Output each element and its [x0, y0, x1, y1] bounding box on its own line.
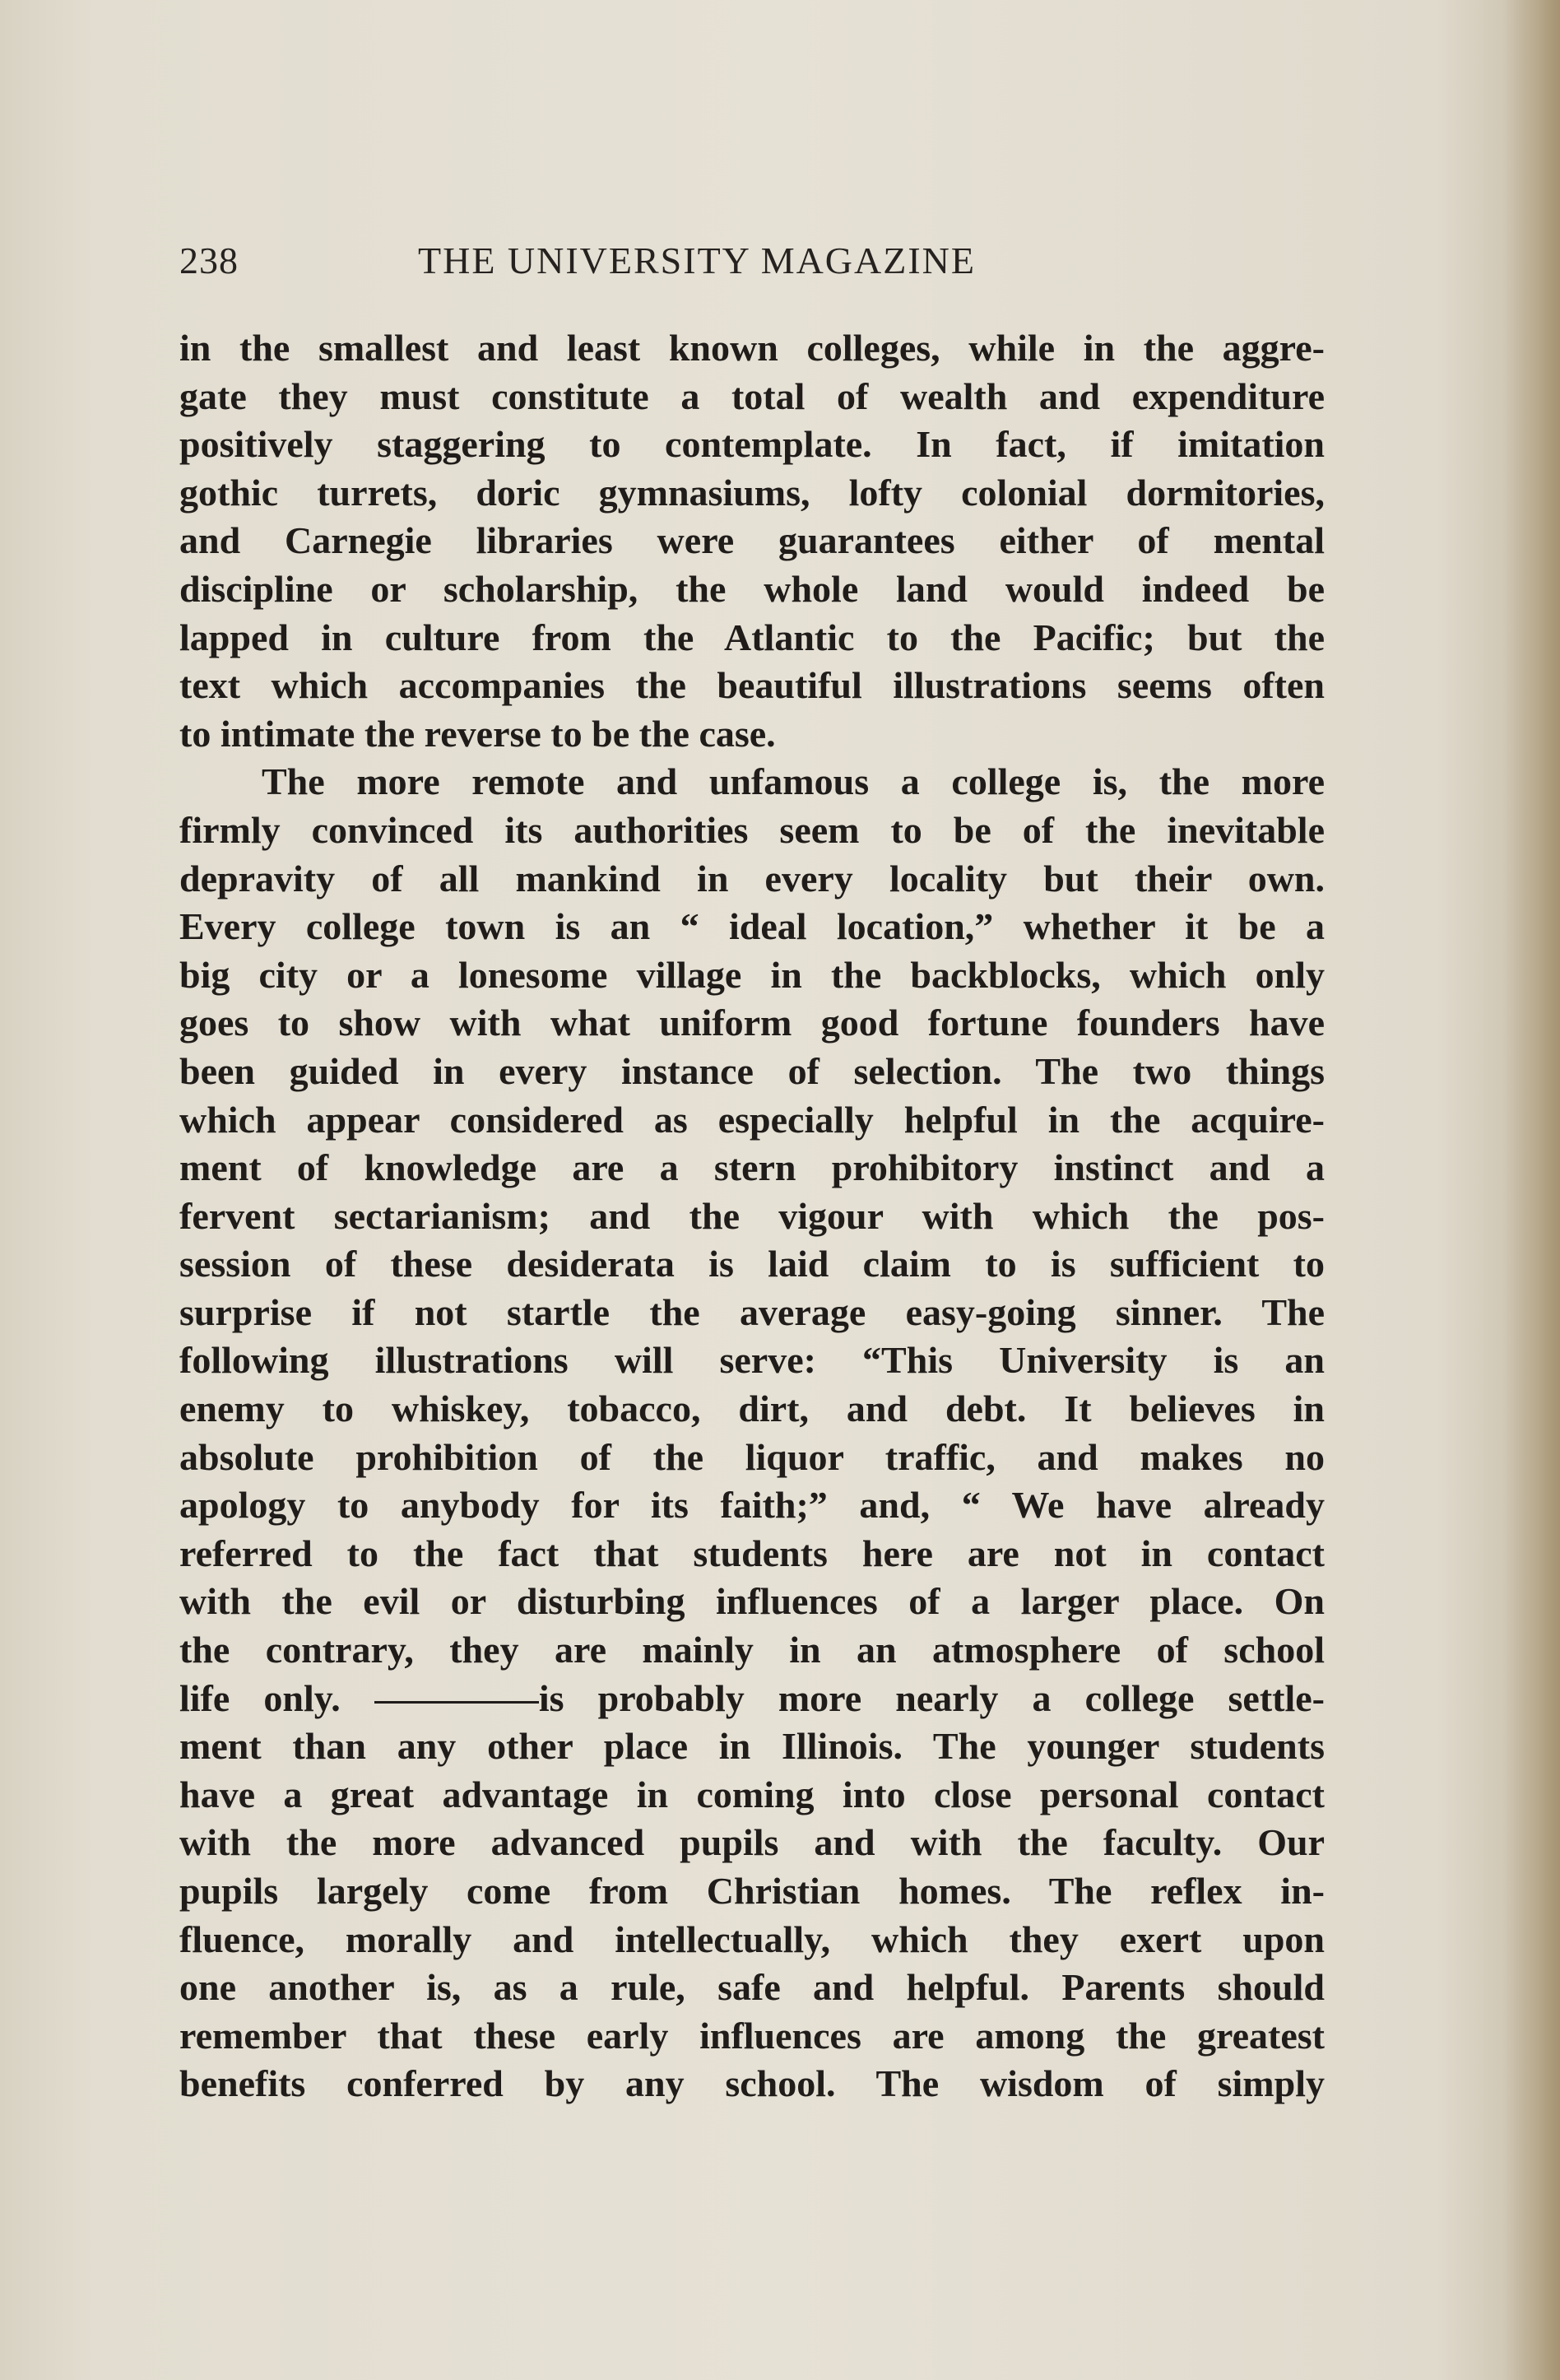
- text-line: pupils largely come from Christian homes. The reflex in-: [179, 1870, 1325, 1912]
- text-line: lapped in culture from the Atlantic to the Pacific; but the: [179, 616, 1325, 658]
- body-text: [179, 324, 1325, 2108]
- text-line: fluence, morally and intellectually, which they exert upon: [179, 1917, 1325, 1960]
- text-line: one another is, as a rule, safe and helpful. Parents should: [179, 1966, 1325, 2009]
- text-line-with-blank: [179, 1675, 1325, 1723]
- text-line: the contrary, they are mainly in an atmosphere of school: [179, 1629, 1325, 1671]
- text-line: big city or a lonesome village in the backblocks, which only: [179, 953, 1325, 996]
- magazine-title: THE UNIVERSITY MAGAZINE: [418, 239, 976, 281]
- redacted-name-rule: [374, 1701, 539, 1704]
- text-line: Every college town is an “ ideal location,” whether it be a: [179, 905, 1325, 948]
- text-line: depravity of all mankind in every locality but their own.: [179, 857, 1325, 899]
- page-edge-shadow: [1502, 0, 1560, 2380]
- text-line: The more remote and unfamous a college is, the more: [262, 760, 1325, 803]
- page-number: 238: [179, 239, 239, 281]
- text-line: remember that these early influences are among the greatest: [179, 2014, 1325, 2057]
- text-line: discipline or scholarship, the whole land would indeed be: [179, 567, 1325, 610]
- text-before-blank: life only.: [179, 1676, 341, 1719]
- text-line: absolute prohibition of the liquor traffic, and makes no: [179, 1435, 1325, 1478]
- text-line: with the evil or disturbing influences of a larger place. On: [179, 1580, 1325, 1623]
- text-line: which appear considered as especially helpful in the acquire-: [179, 1098, 1325, 1141]
- text-line: ment of knowledge are a stern prohibitory instinct and a: [179, 1146, 1325, 1189]
- text-line: goes to show with what uniform good fortune founders have: [179, 1002, 1325, 1044]
- text-line: referred to the fact that students here are not in contact: [179, 1532, 1325, 1574]
- text-line: with the more advanced pupils and with the faculty. Our: [179, 1821, 1325, 1864]
- text-line: benefits conferred by any school. The wisdom of simply: [179, 2062, 1325, 2105]
- text-line: and Carnegie libraries were guarantees either of mental: [179, 519, 1325, 562]
- text-line: apology to anybody for its faith;” and, “ We have already: [179, 1484, 1325, 1527]
- text-line: ment than any other place in Illinois. The younger students: [179, 1725, 1325, 1768]
- text-line: surprise if not startle the average easy-going sinner. The: [179, 1290, 1325, 1333]
- text-line: in the smallest and least known colleges, while in the aggre-: [179, 327, 1325, 369]
- text-line: session of these desiderata is laid claim to is sufficient to: [179, 1243, 1325, 1285]
- text-line: following illustrations will serve: “This University is an: [179, 1339, 1325, 1382]
- text-line: firmly convinced its authorities seem to be of the inevitable: [179, 808, 1325, 851]
- text-line: positively staggering to contemplate. In fact, if imitation: [179, 423, 1325, 466]
- text-line: been guided in every instance of selection. The two things: [179, 1049, 1325, 1092]
- text-line: gothic turrets, doric gymnasiums, lofty colonial dormitories,: [179, 471, 1325, 514]
- text-line: enemy to whiskey, tobacco, dirt, and debt. It believes in: [179, 1388, 1325, 1430]
- text-line: fervent sectarianism; and the vigour with which the pos-: [179, 1194, 1325, 1237]
- text-line: text which accompanies the beautiful illustrations seems often: [179, 664, 1325, 707]
- text-line: have a great advantage in coming into close personal contact: [179, 1773, 1325, 1815]
- text-line: to intimate the reverse to be the case.: [179, 712, 776, 755]
- text-after-blank: is probably more nearly a college settle-: [538, 1676, 1325, 1719]
- running-head: [179, 239, 1043, 296]
- text-line: gate they must constitute a total of wealth and expenditure: [179, 374, 1325, 417]
